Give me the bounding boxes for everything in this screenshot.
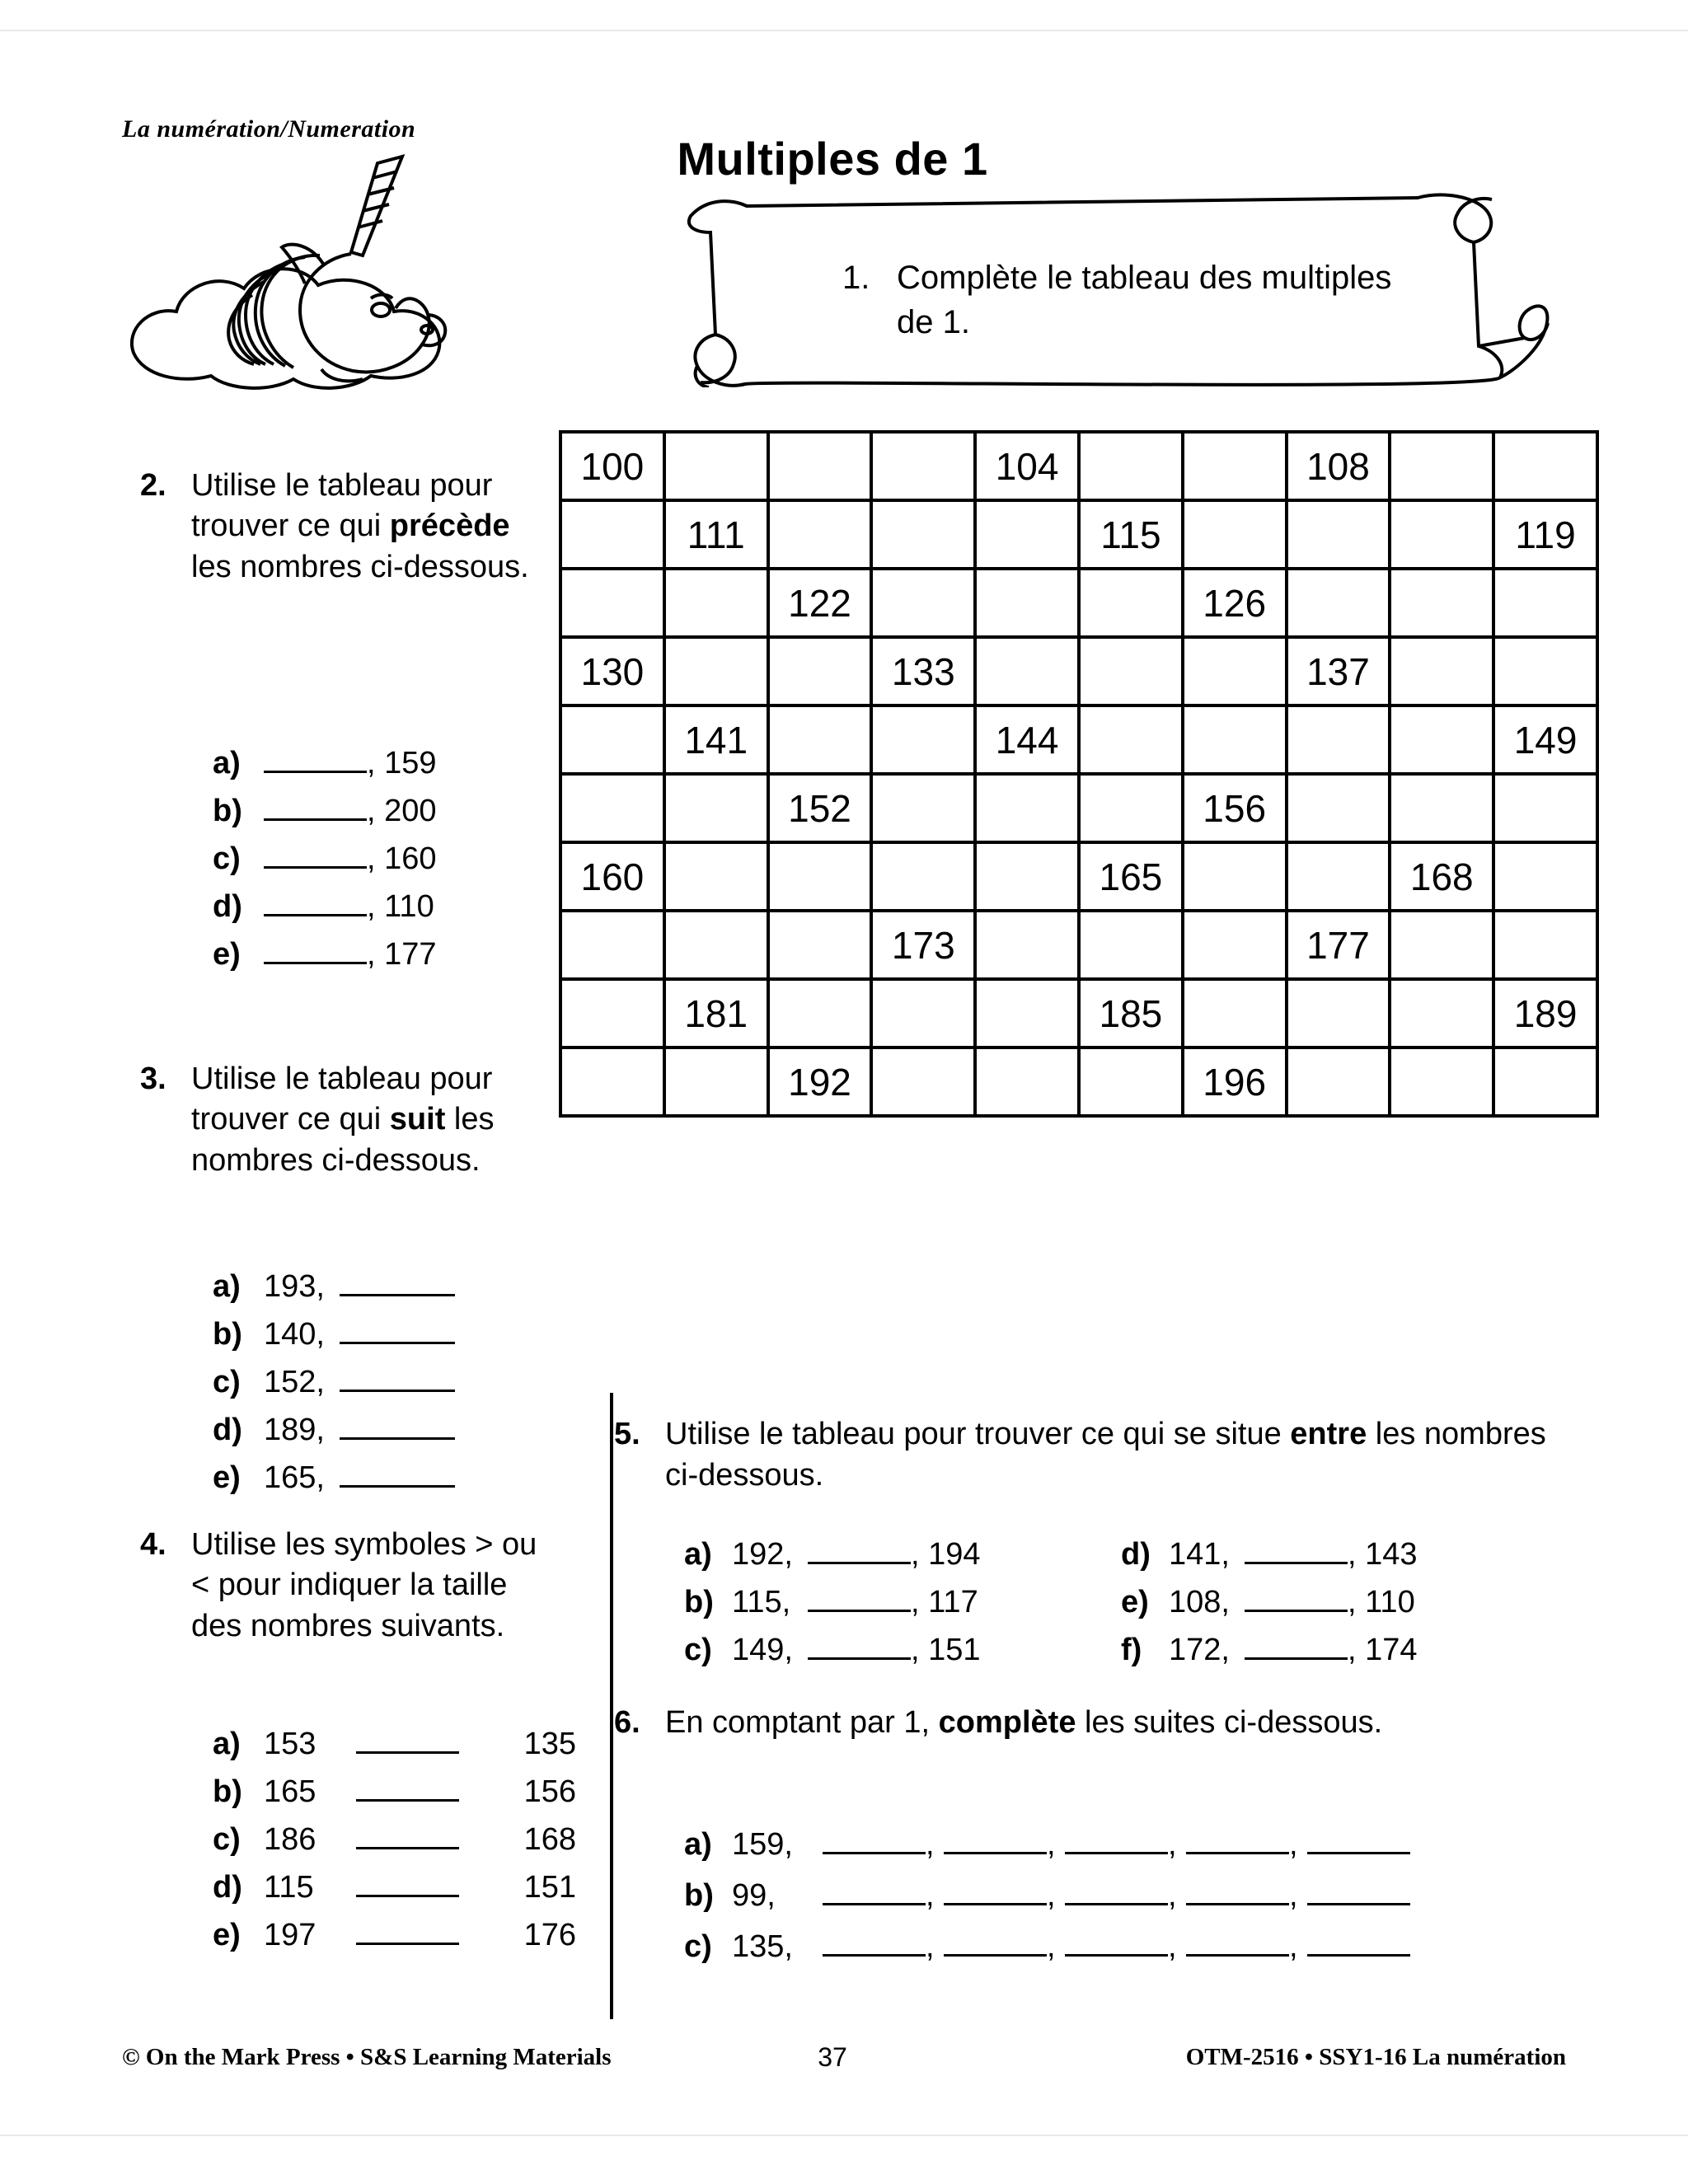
item-label: a) (684, 1827, 712, 1862)
answer-blank[interactable] (356, 1774, 459, 1802)
grid-cell[interactable]: 104 (975, 432, 1079, 500)
item-after: , 177 (367, 937, 437, 972)
item-label: a) (684, 1537, 712, 1572)
answer-blank[interactable] (1245, 1585, 1348, 1612)
item-after: , 174 (1348, 1633, 1418, 1667)
comma: , (1047, 1929, 1056, 1964)
task-2-text-part2: les nombres ci-dessous. (191, 549, 529, 584)
list-item (213, 1365, 455, 1413)
grid-cell[interactable] (975, 842, 1079, 911)
grid-cell[interactable]: 160 (560, 842, 664, 911)
task-6-text (665, 1702, 1488, 1743)
grid-cell[interactable] (1183, 842, 1287, 911)
grid-cell[interactable] (1183, 911, 1287, 979)
grid-cell[interactable]: 141 (664, 705, 768, 774)
item-label: c) (684, 1633, 712, 1667)
task-5-text-part2: les nombres ci-dessous. (665, 1417, 1546, 1493)
item-right-number: 135 (523, 1727, 576, 1761)
grid-cell[interactable] (560, 911, 664, 979)
task-5 (614, 1413, 1554, 1496)
answer-blank[interactable] (1186, 1928, 1289, 1957)
grid-cell[interactable] (1493, 774, 1597, 842)
answer-blank[interactable] (1065, 1928, 1168, 1957)
page-number: 37 (818, 2042, 847, 2072)
grid-cell[interactable] (1079, 1047, 1183, 1116)
grid-cell[interactable] (1390, 500, 1493, 569)
task-2-number: 2. (140, 468, 166, 503)
comma: , (1168, 1827, 1177, 1862)
task-3-items (213, 1269, 455, 1508)
comma: , (1289, 1827, 1298, 1862)
task-5-cell (684, 1585, 1121, 1620)
answer-blank[interactable] (823, 1928, 926, 1957)
grid-cell[interactable]: 149 (1493, 705, 1597, 774)
item-start-number: 99, (732, 1878, 776, 1913)
item-left-number: 165 (264, 1774, 316, 1809)
task-3-text (191, 1059, 528, 1181)
grid-cell[interactable]: 144 (975, 705, 1079, 774)
grid-cell[interactable]: 133 (871, 637, 975, 705)
grid-cell[interactable]: 173 (871, 911, 975, 979)
grid-cell[interactable] (560, 569, 664, 637)
unicorn-illustration (115, 132, 577, 429)
grid-cell[interactable] (1287, 842, 1390, 911)
grid-cell[interactable] (1390, 774, 1493, 842)
item-label: c) (684, 1929, 712, 1964)
answer-blank[interactable] (1186, 1825, 1289, 1854)
answer-blank[interactable] (264, 841, 367, 869)
answer-blank[interactable] (1245, 1537, 1348, 1564)
comma: , (1168, 1929, 1177, 1964)
grid-cell[interactable] (1493, 1047, 1597, 1116)
answer-blank[interactable] (264, 794, 367, 821)
task-5-text (665, 1413, 1554, 1496)
item-label: c) (213, 841, 241, 876)
grid-cell[interactable] (768, 500, 872, 569)
grid-cell[interactable] (768, 842, 872, 911)
grid-cell[interactable] (871, 432, 975, 500)
list-item (684, 1825, 1410, 1877)
comma: , (926, 1827, 935, 1862)
grid-cell[interactable]: 122 (768, 569, 872, 637)
answer-blank[interactable] (264, 889, 367, 916)
grid-cell[interactable] (1183, 979, 1287, 1047)
grid-cell[interactable] (664, 911, 768, 979)
list-item (213, 889, 437, 937)
grid-cell[interactable] (1079, 432, 1183, 500)
grid-cell[interactable] (560, 1047, 664, 1116)
item-label: c) (213, 1365, 241, 1399)
grid-cell[interactable]: 165 (1079, 842, 1183, 911)
item-right-number: 176 (523, 1918, 576, 1952)
answer-blank[interactable] (264, 746, 367, 773)
grid-cell[interactable]: 168 (1390, 842, 1493, 911)
grid-cell[interactable] (1287, 705, 1390, 774)
grid-cell[interactable] (1183, 705, 1287, 774)
answer-blank[interactable] (356, 1870, 459, 1897)
task-3 (140, 1059, 528, 1181)
answer-blank[interactable] (356, 1727, 459, 1754)
grid-cell[interactable] (1390, 637, 1493, 705)
item-left-number: 197 (264, 1918, 316, 1952)
grid-cell[interactable] (1493, 911, 1597, 979)
item-start-number: 135, (732, 1929, 793, 1964)
grid-cell[interactable]: 137 (1287, 637, 1390, 705)
grid-cell[interactable] (1183, 637, 1287, 705)
grid-cell[interactable] (975, 774, 1079, 842)
task-6 (614, 1702, 1488, 1743)
item-before: 193, (264, 1269, 325, 1304)
grid-cell[interactable] (1287, 979, 1390, 1047)
item-left-number: 186 (264, 1822, 316, 1857)
item-label: e) (213, 1918, 241, 1952)
item-after: , 110 (1348, 1585, 1415, 1619)
grid-cell[interactable]: 177 (1287, 911, 1390, 979)
banner-instruction (842, 255, 1426, 344)
item-label: b) (213, 1774, 242, 1809)
grid-cell[interactable] (871, 1047, 975, 1116)
task-5-text-part1: Utilise le tableau pour trouver ce qui se situe (665, 1417, 1291, 1451)
grid-cell[interactable] (664, 1047, 768, 1116)
item-label: c) (213, 1822, 241, 1857)
table-row (560, 637, 1597, 705)
item-before: 172, (1169, 1633, 1230, 1667)
subject-label: La numération/Numeration (122, 115, 416, 143)
list-item (213, 1269, 455, 1317)
item-label: b) (684, 1585, 714, 1619)
task-4-number: 4. (140, 1527, 166, 1562)
task-2 (140, 466, 536, 588)
list-item (213, 937, 437, 985)
table-row (560, 569, 1597, 637)
table-row (560, 500, 1597, 569)
task-6-text-part1: En comptant par 1, (665, 1705, 939, 1740)
grid-cell[interactable] (871, 569, 975, 637)
grid-cell[interactable] (1079, 774, 1183, 842)
table-row (560, 432, 1597, 500)
grid-cell[interactable]: 189 (1493, 979, 1597, 1047)
grid-cell[interactable] (664, 637, 768, 705)
grid-cell[interactable] (1287, 774, 1390, 842)
task-5-cell (1121, 1585, 1415, 1620)
grid-cell[interactable] (1079, 911, 1183, 979)
list-item (684, 1877, 1410, 1928)
item-after: , 110 (367, 889, 434, 924)
grid-cell[interactable] (975, 1047, 1079, 1116)
grid-cell[interactable] (1390, 569, 1493, 637)
answer-blank[interactable] (340, 1269, 455, 1296)
scan-edge-bottom (0, 2135, 1688, 2136)
task-2-text (191, 466, 536, 588)
grid-cell[interactable]: 111 (664, 500, 768, 569)
grid-cell[interactable] (1390, 432, 1493, 500)
footer-reference: OTM-2516 • SSY1-16 La numération (1185, 2044, 1566, 2070)
item-label: a) (213, 1727, 241, 1761)
comma: , (1289, 1929, 1298, 1964)
task-2-text-part1: Utilise le tableau pour trouver ce qui (191, 468, 493, 544)
grid-cell[interactable] (768, 979, 872, 1047)
item-before: 141, (1169, 1537, 1230, 1572)
item-start-number: 159, (732, 1827, 793, 1862)
scan-edge-top (0, 30, 1688, 31)
answer-blank[interactable] (356, 1918, 459, 1945)
answer-blank[interactable] (808, 1585, 911, 1612)
grid-cell[interactable] (975, 911, 1079, 979)
item-right-number: 156 (523, 1774, 576, 1809)
task-6-keyword: complète (938, 1705, 1076, 1740)
grid-cell[interactable] (664, 432, 768, 500)
answer-blank[interactable] (1065, 1877, 1168, 1905)
grid-cell[interactable] (1390, 1047, 1493, 1116)
table-row (560, 774, 1597, 842)
table-row (560, 911, 1597, 979)
grid-cell[interactable]: 181 (664, 979, 768, 1047)
answer-blank[interactable] (264, 937, 367, 964)
item-after: , 160 (367, 841, 437, 876)
task-5-cell (1121, 1633, 1418, 1668)
answer-blank[interactable] (1307, 1877, 1410, 1905)
list-item (213, 841, 437, 889)
comma: , (926, 1929, 935, 1964)
item-label: d) (213, 1413, 242, 1447)
table-row (560, 1047, 1597, 1116)
page-title: Multiples de 1 (677, 133, 988, 185)
table-row (560, 842, 1597, 911)
task-6-number: 6. (614, 1705, 640, 1740)
list-item (213, 1918, 576, 1966)
grid-cell[interactable]: 156 (1183, 774, 1287, 842)
list-item (684, 1585, 1418, 1633)
multiples-grid (559, 430, 1599, 1118)
task-3-text-part1: Utilise le tableau pour trouver ce qui (191, 1062, 493, 1137)
answer-blank[interactable] (1245, 1633, 1348, 1660)
list-item (684, 1633, 1418, 1680)
grid-cell[interactable]: 126 (1183, 569, 1287, 637)
grid-cell[interactable] (1390, 911, 1493, 979)
grid-cell[interactable] (664, 569, 768, 637)
item-before: 165, (264, 1460, 325, 1495)
grid-cell[interactable]: 115 (1079, 500, 1183, 569)
grid-cell[interactable]: 196 (1183, 1047, 1287, 1116)
answer-blank[interactable] (1307, 1825, 1410, 1854)
table-row (560, 705, 1597, 774)
task-3-number: 3. (140, 1062, 166, 1096)
list-item (213, 746, 437, 794)
list-item (213, 1870, 576, 1918)
item-label: e) (213, 937, 241, 972)
answer-blank[interactable] (808, 1633, 911, 1660)
list-item (684, 1928, 1410, 1979)
comma: , (1047, 1878, 1056, 1913)
grid-cell[interactable] (975, 979, 1079, 1047)
item-right-number: 151 (523, 1870, 576, 1905)
task-5-cell (684, 1537, 1121, 1572)
grid-cell[interactable] (560, 500, 664, 569)
grid-cell[interactable] (664, 842, 768, 911)
item-label: d) (213, 889, 242, 924)
item-after: , 151 (911, 1633, 981, 1667)
item-after: , 200 (367, 794, 437, 828)
answer-blank[interactable] (340, 1460, 455, 1488)
item-before: 149, (732, 1633, 793, 1667)
task-5-cell (1121, 1537, 1418, 1572)
answer-blank[interactable] (944, 1825, 1047, 1854)
grid-cell[interactable] (664, 774, 768, 842)
grid-cell[interactable]: 108 (1287, 432, 1390, 500)
grid-cell[interactable] (871, 774, 975, 842)
grid-cell[interactable] (1183, 500, 1287, 569)
answer-blank[interactable] (944, 1928, 1047, 1957)
item-label: d) (1121, 1537, 1151, 1572)
list-item (213, 1727, 576, 1774)
grid-cell[interactable] (768, 432, 872, 500)
list-item (213, 1317, 455, 1365)
item-label: f) (1121, 1633, 1142, 1667)
grid-cell[interactable] (768, 705, 872, 774)
item-after: , 143 (1348, 1537, 1418, 1572)
grid-cell[interactable] (1079, 637, 1183, 705)
grid-cell[interactable] (975, 500, 1079, 569)
list-item (684, 1537, 1418, 1585)
grid-cell[interactable] (1493, 637, 1597, 705)
grid-body (560, 432, 1597, 1116)
grid-cell[interactable]: 152 (768, 774, 872, 842)
task-3-text-part2: les nombres ci-dessous. (191, 1102, 495, 1178)
grid-cell[interactable] (975, 569, 1079, 637)
item-after: , 159 (367, 746, 437, 780)
grid-cell[interactable] (871, 705, 975, 774)
task-3-keyword: suit (389, 1102, 446, 1137)
task-5-cell (684, 1633, 1121, 1668)
task-6-items (684, 1825, 1410, 1979)
item-after: , 117 (911, 1585, 978, 1619)
grid-cell[interactable] (1493, 432, 1597, 500)
grid-cell[interactable]: 100 (560, 432, 664, 500)
task-4 (140, 1525, 552, 1647)
item-label: d) (213, 1870, 242, 1905)
task-2-items (213, 746, 437, 985)
list-item (213, 1460, 455, 1508)
comma: , (1047, 1827, 1056, 1862)
comma: , (1289, 1878, 1298, 1913)
grid-cell[interactable]: 185 (1079, 979, 1183, 1047)
item-before: 108, (1169, 1585, 1230, 1619)
grid-cell[interactable] (1079, 705, 1183, 774)
grid-cell[interactable] (560, 705, 664, 774)
task-5-keyword: entre (1290, 1417, 1367, 1451)
grid-cell[interactable] (871, 979, 975, 1047)
grid-cell[interactable] (1287, 500, 1390, 569)
answer-blank[interactable] (944, 1877, 1047, 1905)
grid-cell[interactable]: 130 (560, 637, 664, 705)
list-item (213, 1822, 576, 1870)
column-divider (610, 1393, 613, 2019)
list-item (213, 794, 437, 841)
item-before: 152, (264, 1365, 325, 1399)
item-before: 192, (732, 1537, 793, 1572)
answer-blank[interactable] (808, 1537, 911, 1564)
grid-cell[interactable] (560, 979, 664, 1047)
item-label: e) (1121, 1585, 1149, 1619)
list-item (213, 1413, 455, 1460)
task-4-items (213, 1727, 576, 1966)
list-item (213, 1774, 576, 1822)
grid-cell[interactable] (560, 774, 664, 842)
item-label: b) (213, 794, 242, 828)
grid-cell[interactable] (1493, 569, 1597, 637)
grid-cell[interactable] (1183, 432, 1287, 500)
grid-cell[interactable] (1390, 979, 1493, 1047)
task-2-keyword: précède (389, 509, 510, 544)
answer-blank[interactable] (340, 1413, 455, 1440)
comma: , (1168, 1878, 1177, 1913)
answer-blank[interactable] (1307, 1928, 1410, 1957)
item-right-number: 168 (523, 1822, 576, 1857)
grid-cell[interactable] (1493, 842, 1597, 911)
grid-cell[interactable] (768, 911, 872, 979)
grid-cell[interactable] (975, 637, 1079, 705)
answer-blank[interactable] (340, 1365, 455, 1392)
answer-blank[interactable] (1186, 1877, 1289, 1905)
task-5-number: 5. (614, 1417, 640, 1451)
banner-number: 1. (842, 260, 870, 296)
banner-body: Complète le tableau des multiples de 1. (897, 260, 1392, 340)
item-label: e) (213, 1460, 241, 1495)
item-left-number: 115 (264, 1870, 314, 1905)
table-row (560, 979, 1597, 1047)
task-6-text-part2: les suites ci-dessous. (1076, 1705, 1383, 1740)
grid-cell[interactable] (1390, 705, 1493, 774)
grid-cell[interactable] (1287, 1047, 1390, 1116)
grid-cell[interactable]: 119 (1493, 500, 1597, 569)
grid-cell[interactable] (768, 637, 872, 705)
grid-cell[interactable]: 192 (768, 1047, 872, 1116)
item-label: b) (684, 1878, 714, 1913)
grid-cell[interactable] (871, 842, 975, 911)
grid-cell[interactable] (1287, 569, 1390, 637)
answer-blank[interactable] (1065, 1825, 1168, 1854)
task-5-items (684, 1537, 1418, 1680)
grid-cell[interactable] (1079, 569, 1183, 637)
comma: , (926, 1878, 935, 1913)
answer-blank[interactable] (823, 1877, 926, 1905)
item-before: 115, (732, 1585, 791, 1619)
item-before: 189, (264, 1413, 325, 1447)
item-label: b) (213, 1317, 242, 1352)
task-4-text: Utilise les symboles > ou < pour indiquer la taille des nombres suivants. (191, 1527, 537, 1643)
item-label: a) (213, 746, 241, 780)
item-after: , 194 (911, 1537, 981, 1572)
answer-blank[interactable] (823, 1825, 926, 1854)
item-label: a) (213, 1269, 241, 1304)
item-left-number: 153 (264, 1727, 316, 1761)
item-before: 140, (264, 1317, 325, 1352)
grid-cell[interactable] (871, 500, 975, 569)
footer-copyright: © On the Mark Press • S&S Learning Materials (122, 2044, 612, 2070)
answer-blank[interactable] (340, 1317, 455, 1344)
answer-blank[interactable] (356, 1822, 459, 1849)
